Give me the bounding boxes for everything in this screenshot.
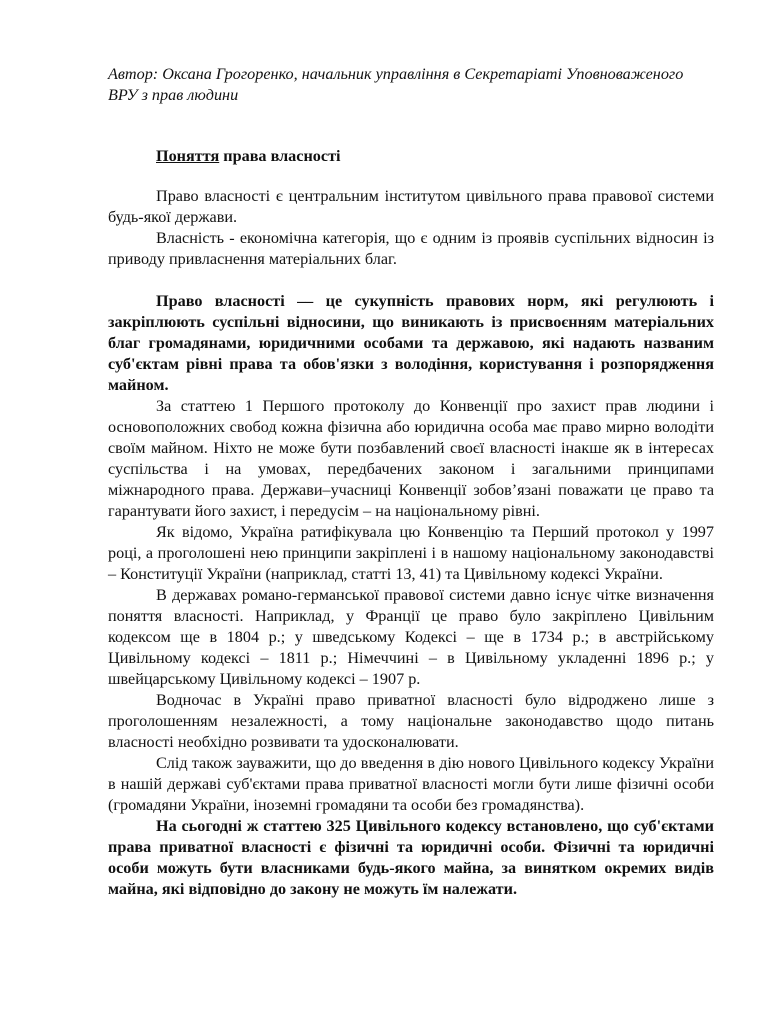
heading-underlined: Поняття: [156, 147, 220, 165]
section-heading: [108, 146, 714, 167]
heading-rest: права власності: [219, 147, 341, 165]
paragraph-2: Власність - економічна категорія, що є одним із проявів суспільних відносин із приводу привласнення матеріальних благ.: [108, 229, 714, 268]
paragraph-8: Слід також зауважити, що до введення в дію нового Цивільного кодексу України в нашій державі суб'єктами права приватної власності могли бути лише фізичні особи (громадяни України, іноземні громадяни та особи без громадянства).: [108, 754, 714, 814]
paragraph-6: В державах романо-германської правової системи давно існує чітке визначення поняття власності. Наприклад, у Франції це право було закріплено Цивільним кодексом ще в 1804 р.; у шведському Кодексі – ще в 1734 р.; в австрійському Цивільному кодексі – 1811 р.; Німеччині – в Цивільному укладенні 1896 р.; у швейцарському Цивільному кодексі – 1907 р.: [108, 586, 714, 688]
paragraph-7: Водночас в Україні право приватної власності було відроджено лише з проголошенням незалежності, а тому національне законодавство щодо питань власності необхідно розвивати та удосконалювати.: [108, 691, 714, 751]
document-page: [108, 64, 714, 900]
author-line: Автор: Оксана Грогоренко, начальник управління в Секретаріаті Уповноваженого ВРУ з прав людини: [108, 65, 684, 104]
paragraph-3-definition: Право власності –– це сукупність правових норм, які регулюють і закріплюють суспільні відносини, що виникають із присвоєнням матеріальних благ громадянами, юридичними особами та державою, які надають названим суб'єктам рівні права та обов'язки з володіння, користування і розпорядження майном.: [108, 292, 714, 394]
paragraph-9-bold: На сьогодні ж статтею 325 Цивільного кодексу встановлено, що суб'єктами права приватної власності є фізичні та юридичні особи. Фізичні та юридичні особи можуть бути власниками будь-якого майна, за винятком окремих видів майна, які відповідно до закону не можуть їм належати.: [108, 817, 714, 898]
paragraph-5: Як відомо, Україна ратифікувала цю Конвенцію та Перший протокол у 1997 році, а проголошені нею принципи закріплені і в нашому національному законодавстві – Конституції України (наприклад, статті 13, 41) та Цивільному кодексі України.: [108, 523, 714, 583]
paragraph-4: За статтею 1 Першого протоколу до Конвенції про захист прав людини і основоположних свобод кожна фізична або юридична особа має право мирно володіти своїм майном. Ніхто не може бути позбавлений своєї власності інакше як в інтересах суспільства і на умовах, передбачених законом і загальними принципами міжнародного права. Держави–учасниці Конвенції зобов’язані поважати це право та гарантувати його захист, і передусім – на національному рівні.: [108, 397, 714, 520]
paragraph-1: Право власності є центральним інститутом цивільного права правової системи будь-якої держави.: [108, 187, 714, 226]
